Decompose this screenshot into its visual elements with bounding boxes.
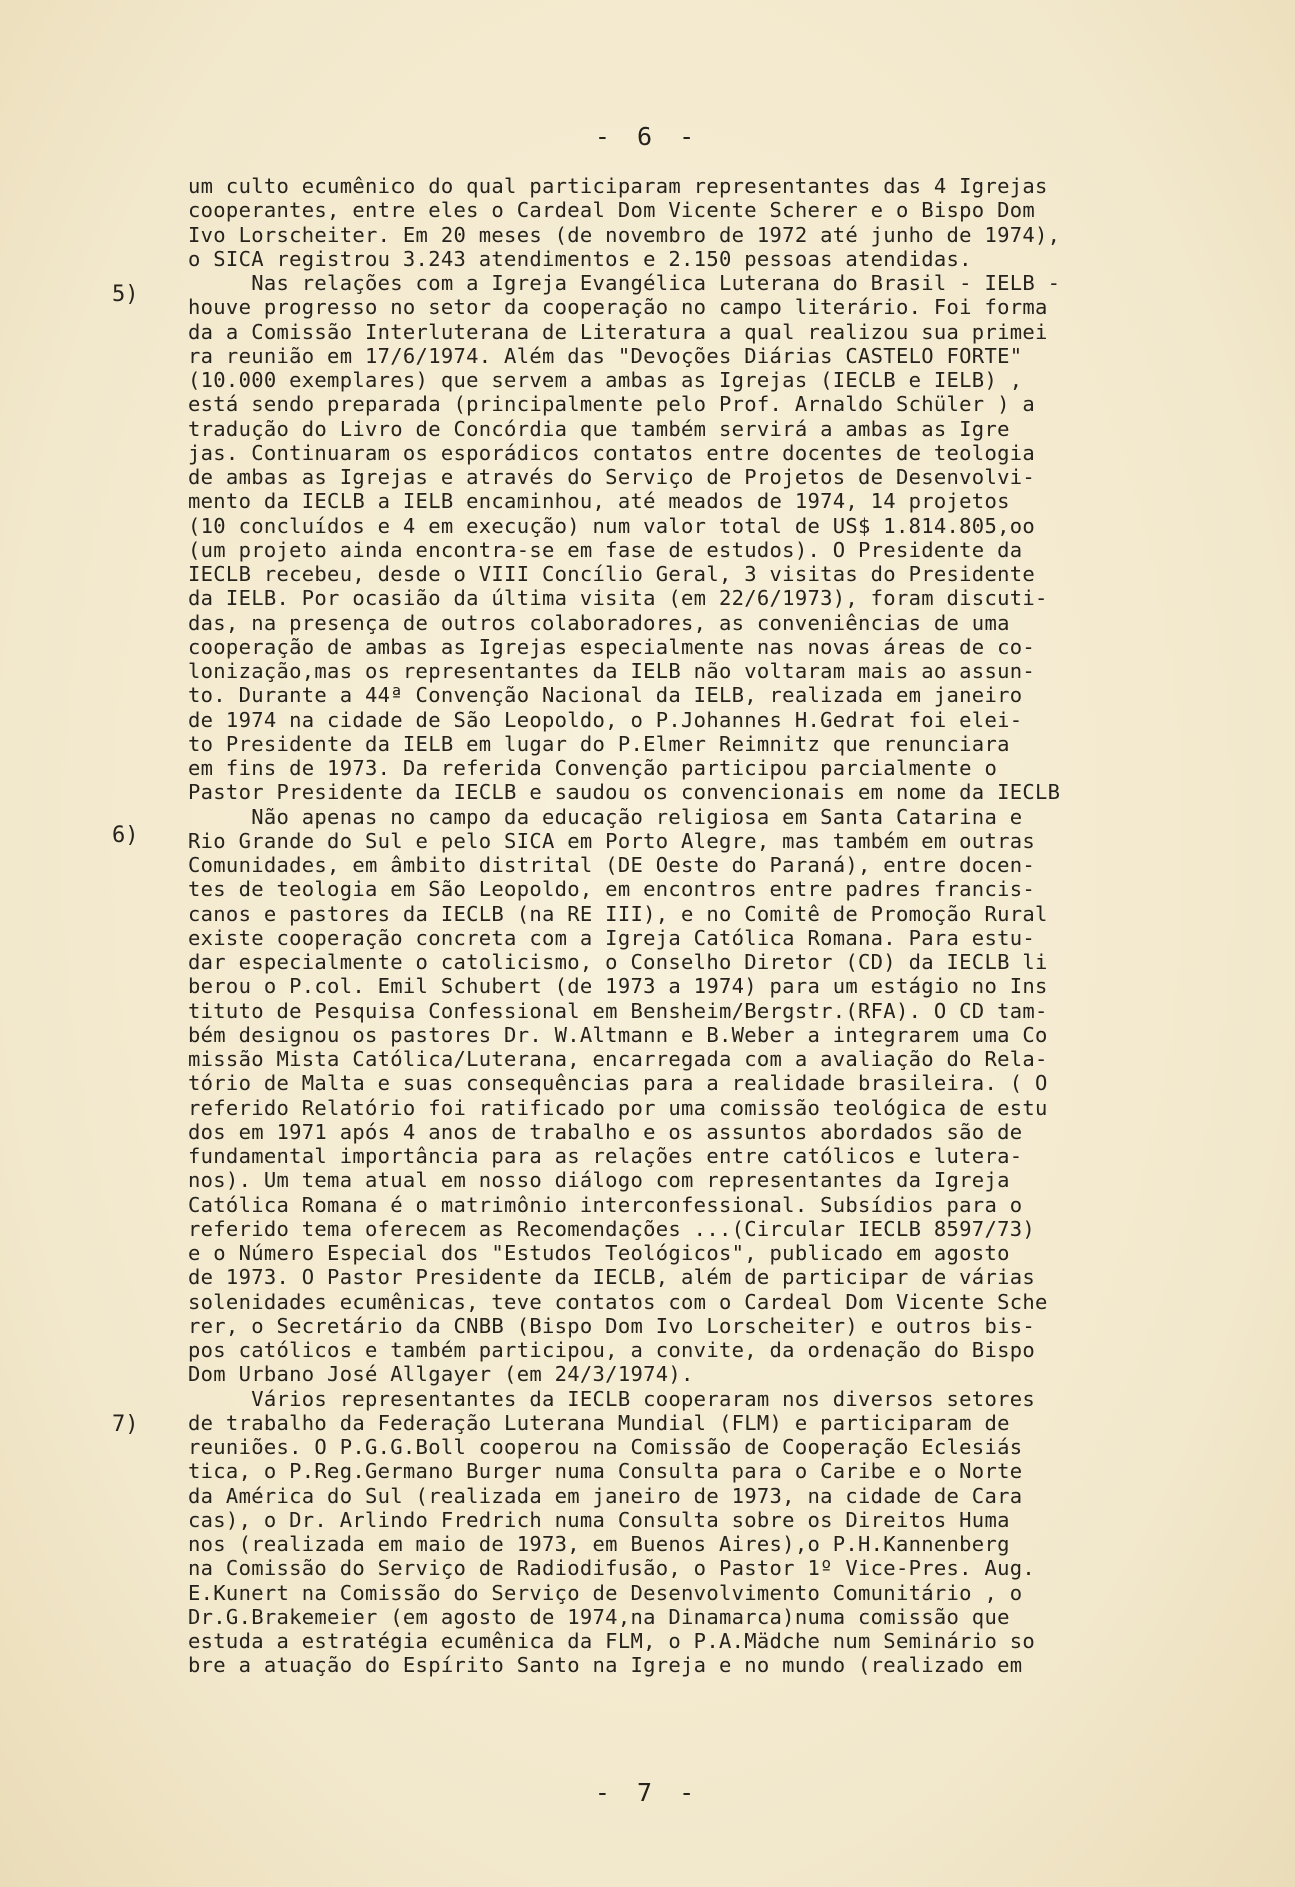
text-line: Não apenas no campo da educação religiosa em Santa Catarina e [188, 804, 1023, 829]
text-line: estuda a estratégia ecumênica da FLM, o P.A.Mädche num Seminário so [188, 1629, 1036, 1653]
text-line: to Presidente da IELB em lugar do P.Elmer Reimnitz que renunciara [188, 731, 1010, 756]
text-line: tes de teologia em São Leopoldo, em encontros entre padres francis- [188, 877, 1036, 902]
text-line: Rio Grande do Sul e pelo SICA em Porto Alegre, mas também em outras [188, 828, 1036, 853]
text-line: (um projeto ainda encontra-se em fase de estudos). O Presidente da [188, 537, 1023, 562]
text-line: jas. Continuaram os esporádicos contatos entre docentes de teologia [188, 440, 1036, 465]
text-line: fundamental importância para as relações entre católicos e lutera- [188, 1144, 1023, 1168]
text-line: dos em 1971 após 4 anos de trabalho e os assuntos abordados são de [188, 1119, 1023, 1144]
text-line: um culto ecumênico do qual participaram representantes das 4 Igrejas [188, 174, 1048, 198]
text-line: pos católicos e também participou, a convite, da ordenação do Bispo [188, 1338, 1036, 1362]
text-line: tica, o P.Reg.Germano Burger numa Consulta para o Caribe e o Norte [188, 1459, 1023, 1484]
text-line: de ambas as Igrejas e através do Serviço de Projetos de Desenvolvi- [188, 465, 1036, 489]
page-number: - 6 - [594, 122, 701, 151]
body-text [188, 174, 1208, 1678]
text-line: Católica Romana é o matrimônio interconfessional. Subsídios para o [188, 1192, 1023, 1217]
text-line: canos e pastores da IECLB (na RE III), e no Comitê de Promoção Rural [188, 901, 1048, 926]
text-line: Ivo Lorscheiter. Em 20 meses (de novembro de 1972 até junho de 1974), [188, 222, 1061, 247]
text-line: da a Comissão Interluterana de Literatura a qual realizou sua primei [188, 319, 1048, 344]
text-line: das, na presença de outros colaboradores, as conveniências de uma [188, 610, 1010, 635]
text-line: existe cooperação concreta com a Igreja Católica Romana. Para estu- [188, 925, 1036, 950]
text-line: tório de Malta e suas consequências para a realidade brasileira. ( O [188, 1071, 1048, 1096]
paragraph-number-5: 5) [112, 282, 139, 307]
text-line: cooperação de ambas as Igrejas especialmente nas novas áreas de co- [188, 634, 1036, 659]
text-line: bre a atuação do Espírito Santo na Igreja e no mundo (realizado em [188, 1653, 1023, 1678]
text-line: está sendo preparada (principalmente pelo Prof. Arnaldo Schüler ) a [188, 392, 1036, 417]
text-line: Dom Urbano José Allgayer (em 24/3/1974). [188, 1362, 694, 1387]
text-line: nos). Um tema atual em nosso diálogo com representantes da Igreja [188, 1168, 1010, 1193]
text-line: tituto de Pesquisa Confessional em Bensheim/Bergstr.(RFA). O CD tam- [188, 998, 1048, 1023]
text-line: de 1974 na cidade de São Leopoldo, o P.Johannes H.Gedrat foi elei- [188, 707, 1023, 732]
text-line: em fins de 1973. Da referida Convenção participou parcialmente o [188, 756, 998, 780]
text-line: IECLB recebeu, desde o VIII Concílio Geral, 3 visitas do Presidente [188, 562, 1036, 586]
text-line: e o Número Especial dos "Estudos Teológicos", publicado em agosto [188, 1241, 1010, 1265]
text-line: cooperantes, entre eles o Cardeal Dom Vicente Scherer e o Bispo Dom [188, 198, 1036, 223]
text-line: Pastor Presidente da IECLB e saudou os convencionais em nome da IECLB [188, 780, 1061, 805]
text-line: (10 concluídos e 4 em execução) num valor total de US$ 1.814.805,oo [188, 513, 1036, 538]
text-line: tradução do Livro de Concórdia que também servirá a ambas as Igre [188, 416, 1010, 441]
text-line: houve progresso no setor da cooperação no campo literário. Foi forma [188, 295, 1048, 320]
text-line: de trabalho da Federação Luterana Mundial (FLM) e participaram de [188, 1410, 1010, 1435]
text-line: (10.000 exemplares) que servem a ambas as Igrejas (IECLB e IELB) , [188, 368, 1023, 392]
text-line: rer, o Secretário da CNBB (Bispo Dom Ivo Lorscheiter) e outros bis- [188, 1313, 1036, 1338]
text-line: cas), o Dr. Arlindo Fredrich numa Consulta sobre os Direitos Huma [188, 1507, 1010, 1532]
text-line: da IELB. Por ocasião da última visita (em 22/6/1973), foram discuti- [188, 586, 1048, 611]
text-line: lonização,mas os representantes da IELB não voltaram mais ao assun- [188, 659, 1036, 683]
text-line: E.Kunert na Comissão do Serviço de Desenvolvimento Comunitário , o [188, 1580, 1023, 1605]
text-line: mento da IECLB a IELB encaminhou, até meados de 1974, 14 projetos [188, 489, 1010, 514]
text-line: Dr.G.Brakemeier (em agosto de 1974,na Dinamarca)numa comissão que [188, 1604, 1010, 1629]
text-line: to. Durante a 44ª Convenção Nacional da IELB, realizada em janeiro [188, 683, 1023, 708]
text-line: da América do Sul (realizada em janeiro de 1973, na cidade de Cara [188, 1483, 1023, 1508]
text-line: ra reunião em 17/6/1974. Além das "Devoções Diárias CASTELO FORTE" [188, 343, 1023, 368]
paragraph-number-7: 7) [112, 1412, 139, 1437]
text-line: referido tema oferecem as Recomendações ...(Circular IECLB 8597/73) [188, 1216, 1036, 1241]
text-line: referido Relatório foi ratificado por uma comissão teológica de estu [188, 1095, 1048, 1120]
text-line: de 1973. O Pastor Presidente da IECLB, além de participar de várias [188, 1265, 1036, 1290]
text-line: Comunidades, em âmbito distrital (DE Oeste do Paraná), entre docen- [188, 853, 1036, 877]
text-line: bém designou os pastores Dr. W.Altmann e B.Weber a integrarem uma Co [188, 1022, 1048, 1047]
text-line: solenidades ecumênicas, teve contatos com o Cardeal Dom Vicente Sche [188, 1289, 1048, 1314]
text-line: Nas relações com a Igreja Evangélica Luterana do Brasil - IELB - [188, 271, 1061, 295]
next-page-marker: - 7 - [594, 1778, 701, 1807]
paragraph-number-6: 6) [112, 823, 139, 848]
text-line: Vários representantes da IECLB cooperaram nos diversos setores [188, 1386, 1036, 1411]
text-line: missão Mista Católica/Luterana, encarregada com a avaliação do Rela- [188, 1047, 1048, 1071]
text-line: dar especialmente o catolicismo, o Conselho Diretor (CD) da IECLB li [188, 950, 1048, 974]
text-line: nos (realizada em maio de 1973, em Buenos Aires),o P.H.Kannenberg [188, 1532, 1010, 1556]
text-line: na Comissão do Serviço de Radiodifusão, o Pastor 1º Vice-Pres. Aug. [188, 1556, 1036, 1581]
text-line: o SICA registrou 3.243 atendimentos e 2.150 pessoas atendidas. [188, 246, 972, 271]
text-line: reuniões. O P.G.G.Boll cooperou na Comissão de Cooperação Eclesiás [188, 1435, 1023, 1459]
text-line: berou o P.col. Emil Schubert (de 1973 a 1974) para um estágio no Ins [188, 974, 1048, 999]
